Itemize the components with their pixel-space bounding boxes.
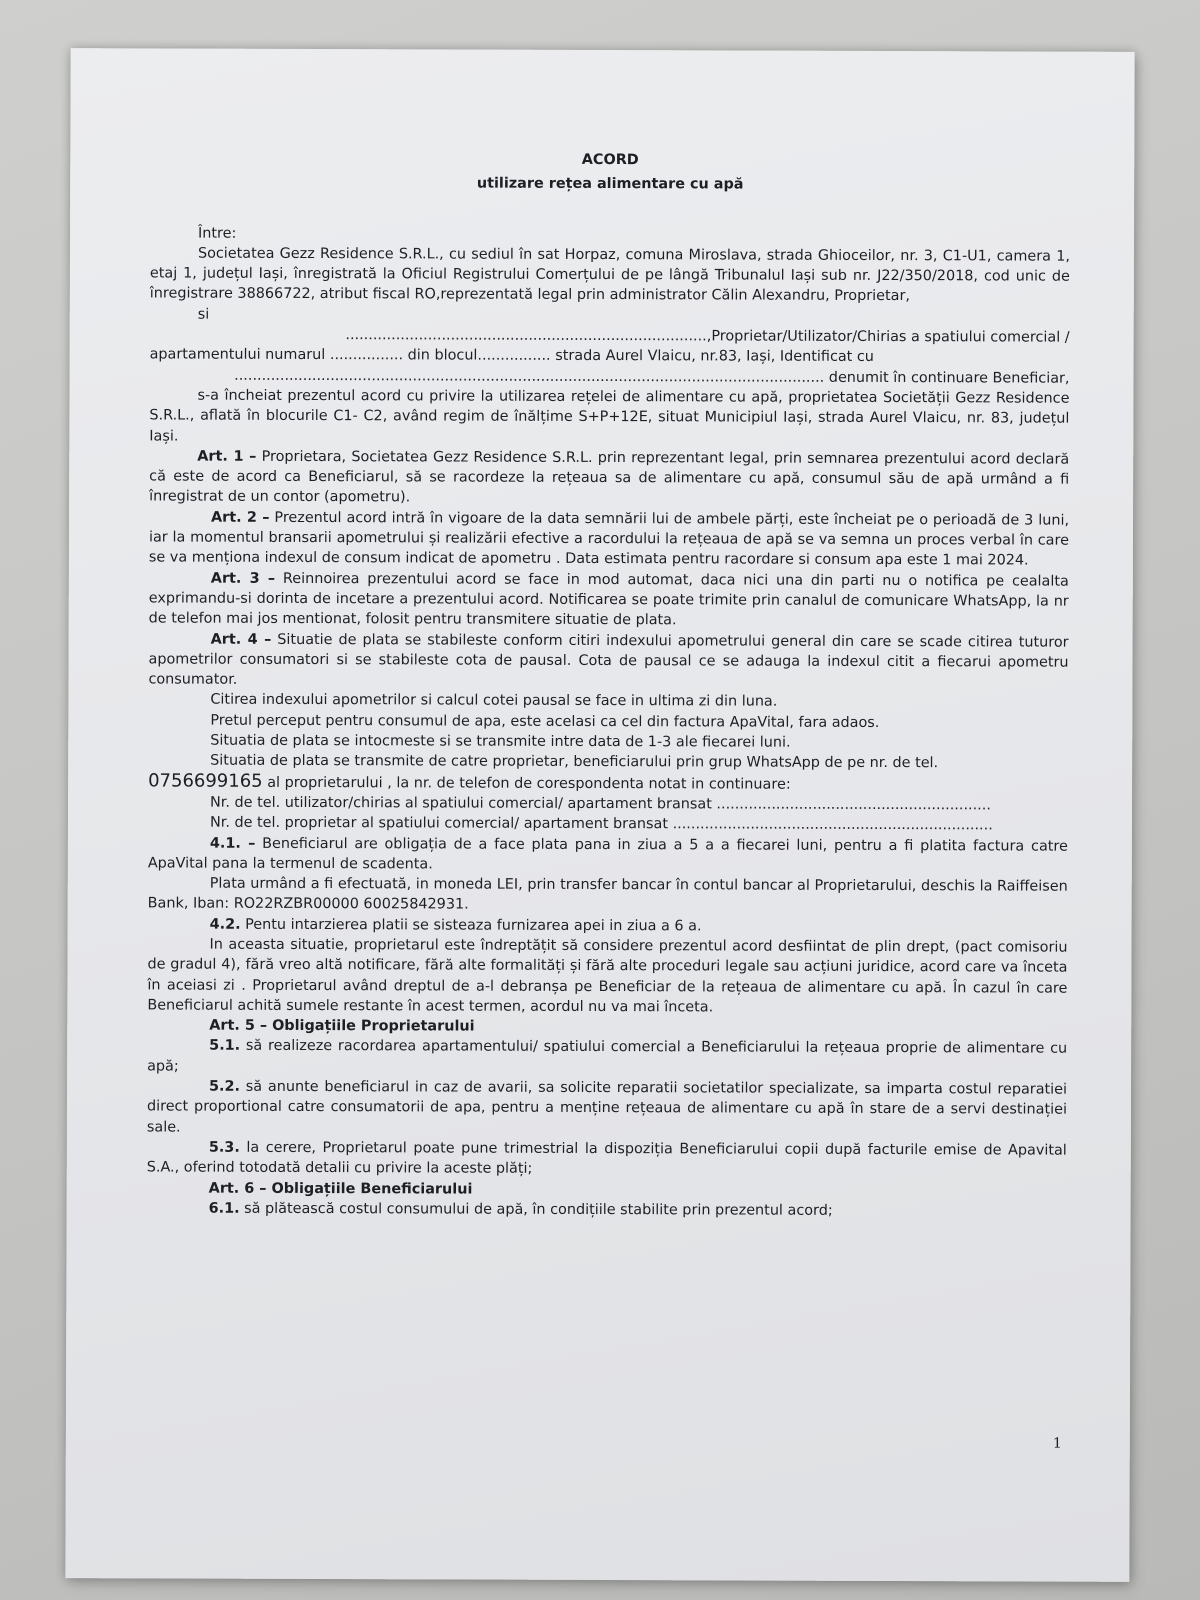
party-two-line-1: ...............................................................................,Proprietar/Utilizator/Chirias a spatiului comercial / xyxy=(345,327,1070,346)
article-4-label: Art. 4 – xyxy=(210,631,272,648)
intro-line: Între: xyxy=(198,225,237,242)
paper-sheet xyxy=(65,48,1134,1582)
section-6-1-label: 6.1. xyxy=(208,1200,240,1217)
conjunction-si: si xyxy=(197,306,210,323)
article-4 xyxy=(148,629,1068,693)
article-2-label: Art. 2 – xyxy=(211,509,270,526)
section-5-3-label: 5.3. xyxy=(208,1139,240,1156)
section-4-2-continuation: In aceasta situatie, proprietarul este îndreptățit să considere prezentul acord desfiintat de plin drept, (pact comisoriu de gradul 4), fără vreo altă notificare, fără alte formalități și fără alte proceduri legale sau acțiuni juridice, acord care va înceta în aceiasi zi . Proprietarul având dreptul de a-l debranșa pe Beneficiar de la rețeaua de alimentare cu apă. În cazul în care Beneficiarul achită sumele restante în acest termen, acordul nu va mai înceta. xyxy=(147,936,1068,1016)
article-1-text: Proprietara, Societatea Gezz Residence S.R.L. prin reprezentant legal, prin semnarea prezentului acord declară că este de acord ca Beneficiarul, să se racordeze la rețeaua sa de alimentare cu apă, consumul său de apă urmând a fi înregistrat de un contor (apometru). xyxy=(149,448,1070,506)
section-5-1-label: 5.1. xyxy=(209,1038,241,1055)
preamble: s-a încheiat prezentul acord cu privire la utilizarea rețelei de alimentare cu apă, proprietatea Societății Gezz Residence S.R.L., aflată în blocurile C1- C2, având regim de înălțime S+P+12E, situat Municipiul Iași, strada Aurel Vlaicu, nr. 83, județul Iași. xyxy=(149,387,1070,445)
section-4-1-label: 4.1. – xyxy=(209,835,256,852)
section-5-2-text: să anunte beneficiarul in caz de avarii, sa solicite reparatii societatilor specializate, sa imparta costul reparatiei direct proportional catre consumatorii de apa, pentru a menține rețeaua de alimentare cu apă în stare de a servi destinației sale. xyxy=(146,1078,1068,1136)
article-1-label: Art. 1 – xyxy=(197,448,257,465)
section-4-1-text: Beneficiarul are obligația de a face plata pana in ziua a 5 a a fiecarei luni, pentru a fi platita factura catre ApaVital pana la termenul de scadenta. xyxy=(147,835,1068,873)
article-3-label: Art. 3 – xyxy=(210,570,276,587)
section-4-1 xyxy=(148,833,1068,877)
section-6-1 xyxy=(147,1198,1067,1222)
article-6-heading: Art. 6 – Obligațiile Beneficiarului xyxy=(208,1180,473,1198)
party-one: Societatea Gezz Residence S.R.L., cu sediul în sat Horpaz, comuna Miroslava, strada Ghioceilor, nr. 3, C1-U1, camera 1, etaj 1, județul Iași, înregistrată la Oficiul Registrului Comerțului de pe lângă Tribunalul Iași sub nr. J22/350/2018, cod unic de înregistrare 38866722, atribut fiscal RO,reprezentată legal prin administrator Călin Alexandru, Proprietar, xyxy=(149,245,1070,305)
article-4-statement: Situatia de plata se intocmeste si se transmite intre data de 1-3 ale fiecarei luni. xyxy=(210,732,791,751)
section-4-2-text: Pentu intarzierea platii se sisteaza furnizarea apei in ziua a 6 a. xyxy=(240,916,702,935)
page-number: 1 xyxy=(1052,1435,1062,1452)
section-6-1-text: să plătească costul consumului de apă, în condițiile stabilite prin prezentul acord; xyxy=(239,1200,833,1219)
article-1 xyxy=(149,446,1069,510)
section-5-1-text: să realizeze racordarea apartamentului/ spatiului comercial a Beneficiarului la rețeaua proprie de alimentare cu apă; xyxy=(147,1038,1068,1075)
document-subtitle: utilizare rețea alimentare cu apă xyxy=(476,175,744,193)
owner-phone-line xyxy=(148,771,1068,796)
article-2 xyxy=(149,507,1069,571)
article-4-text: Situatie de plata se stabileste conform citiri indexului apometrului general din care se scade citirea tuturor apometrilor consumatori si se stabileste cota de pausal. Cota de pausal ce se adauga la indexul citit a fiecarui apometru consumator. xyxy=(148,631,1069,688)
article-3 xyxy=(149,568,1069,632)
section-5-2 xyxy=(147,1076,1067,1140)
document-title: ACORD xyxy=(581,151,639,169)
owner-property-phone-field: Nr. de tel. proprietar al spatiului comercial/ apartament bransat ...................................................................... xyxy=(209,814,993,834)
section-5-2-label: 5.2. xyxy=(209,1078,241,1095)
user-phone-field: Nr. de tel. utilizator/chirias al spatiului comercial/ apartament bransat ............................................................ xyxy=(210,794,991,814)
article-4-reading: Citirea indexului apometrilor si calcul cotei pausal se face in ultima zi din luna. xyxy=(210,692,778,711)
party-two-line-2: apartamentului numarul ................ din blocul................ strada Aurel Vlaicu, nr.83, Iași, Identificat cu xyxy=(149,346,874,366)
article-2-text: Prezentul acord intră în vigoare de la data semnării lui de ambele părți, este încheiat pe o perioadă de 3 luni, iar la momentul bransarii apometrului și realizării efective a racordului la rețeaua de apă se va semna un proces verbal în care se va menționa indexul de consum indicat de apometru . Data estimata pentru racordare si consum apa este 1 mai 2024. xyxy=(148,509,1070,569)
party-two-line-3: ................................................................................................................................. denumit în continuare Beneficiar, xyxy=(234,367,1070,387)
section-5-3 xyxy=(147,1137,1067,1181)
owner-phone-after: al proprietarului , la nr. de telefon de corespondenta notat in continuare: xyxy=(262,774,791,793)
owner-phone-number: 0756699165 xyxy=(148,770,263,792)
section-4-2-label: 4.2. xyxy=(209,916,241,933)
section-5-3-text: la cerere, Proprietarul poate pune trimestrial la dispoziția Beneficiarului copii după facturile emise de Apavital S.A., oferind totodată detalii cu privire la aceste plăți; xyxy=(146,1139,1067,1178)
document-body xyxy=(147,148,1071,1221)
article-5-heading: Art. 5 – Obligațiile Proprietarului xyxy=(209,1017,475,1035)
payment-details: Plata urmând a fi efectuată, in moneda LEI, prin transfer bancar în contul bancar al Proprietarului, deschis la Raiffeisen Bank, Iban: RO22RZBR00000 60025842931. xyxy=(147,875,1068,913)
article-4-transmission: Situatia de plata se transmite de catre proprietar, beneficiarului prin grup WhatsApp de pe nr. de tel. xyxy=(210,752,939,772)
article-4-price: Pretul perceput pentru consumul de apa, este acelasi ca cel din factura ApaVital, fara adaos. xyxy=(210,712,880,731)
article-3-text: Reinnoirea prezentului acord se face in mod automat, daca nici una din parti nu o notifica pe cealalta exprimandu-si dorinta de incetare a prezentului acord. Notificarea se poate trimite prin canalul de comunicare WhatsApp, la nr de telefon mai jos mentionat, folosit pentru transmitere situatie de plata. xyxy=(148,570,1069,629)
section-5-1 xyxy=(147,1036,1067,1080)
